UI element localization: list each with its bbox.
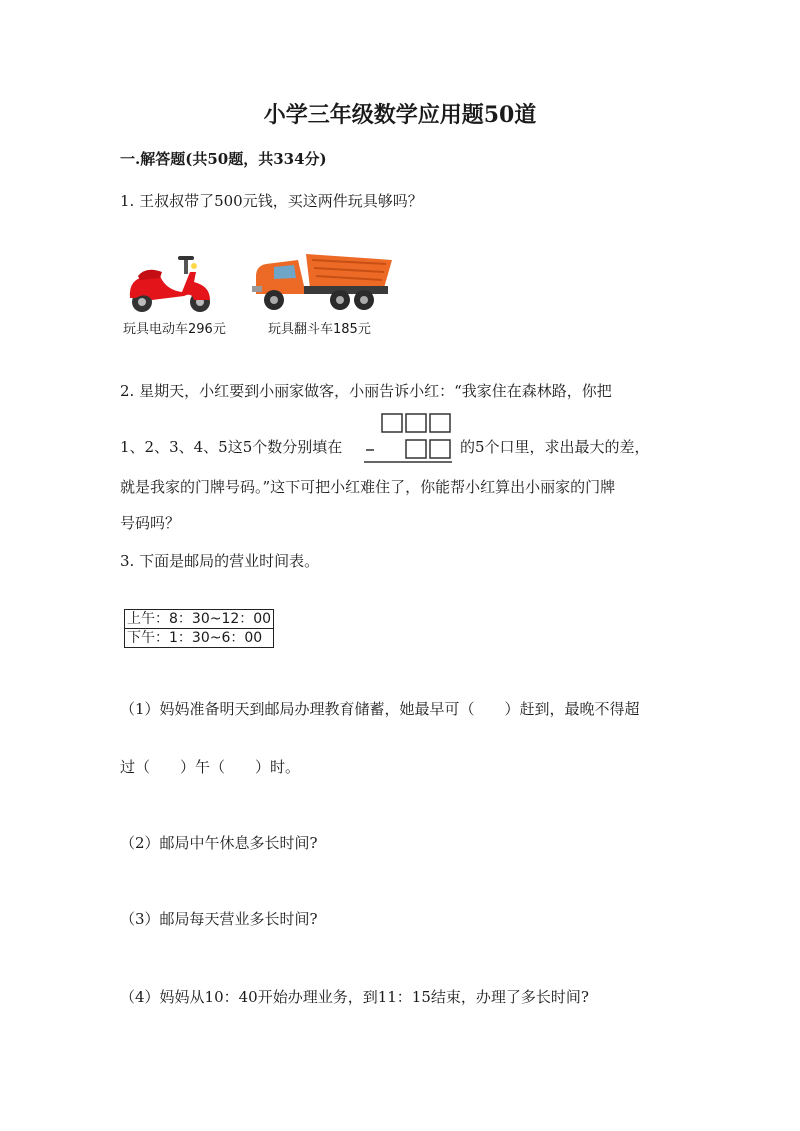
hours-afternoon: 下午：1：30~6：00	[125, 629, 274, 648]
page-title: 小学三年级数学应用题50道	[263, 102, 537, 128]
question-2-line-4: 号码吗？	[120, 514, 181, 532]
question-3-text: 3. 下面是邮局的营业时间表。	[120, 552, 320, 570]
sub-question-1-line-1: （1）妈妈准备明天到邮局办理教育储蓄，她最早可（ ）赶到，最晚不得超	[120, 700, 640, 718]
sub-question-1-line-2: 过（ ）午（ ）时。	[120, 758, 301, 776]
item-2-label: 玩具翻斗车185元	[268, 322, 371, 337]
item-1-label: 玩具电动车296元	[123, 322, 226, 337]
post-office-hours-table	[124, 609, 274, 648]
question-2-line-3: 就是我家的门牌号码。”这下可把小红难住了，你能帮小红算出小丽家的门牌	[120, 478, 616, 496]
hours-morning: 上午：8：30~12：00	[125, 610, 274, 629]
sub-question-2: （2）邮局中午休息多长时间?	[120, 834, 318, 852]
question-2-line-1: 2. 星期天，小红要到小丽家做客，小丽告诉小红：“我家住在森林路，你把	[120, 382, 612, 400]
section-heading: 一.解答题(共50题，共334分)	[120, 150, 327, 168]
digit-boxes-diagram	[362, 412, 454, 464]
sub-question-3: （3）邮局每天营业多长时间?	[120, 910, 318, 928]
red-scooter-icon	[124, 252, 216, 314]
question-2-line-2-end: 的5个口里，求出最大的差，	[460, 438, 650, 456]
dump-truck-icon	[252, 246, 392, 314]
sub-question-4: （4）妈妈从10：40开始办理业务，到11：15结束，办理了多长时间?	[120, 988, 589, 1006]
question-2-line-2-start: 1、2、3、4、5这5个数分别填在	[120, 438, 343, 456]
question-1-text: 1. 王叔叔带了500元钱，买这两件玩具够吗？	[120, 192, 423, 210]
